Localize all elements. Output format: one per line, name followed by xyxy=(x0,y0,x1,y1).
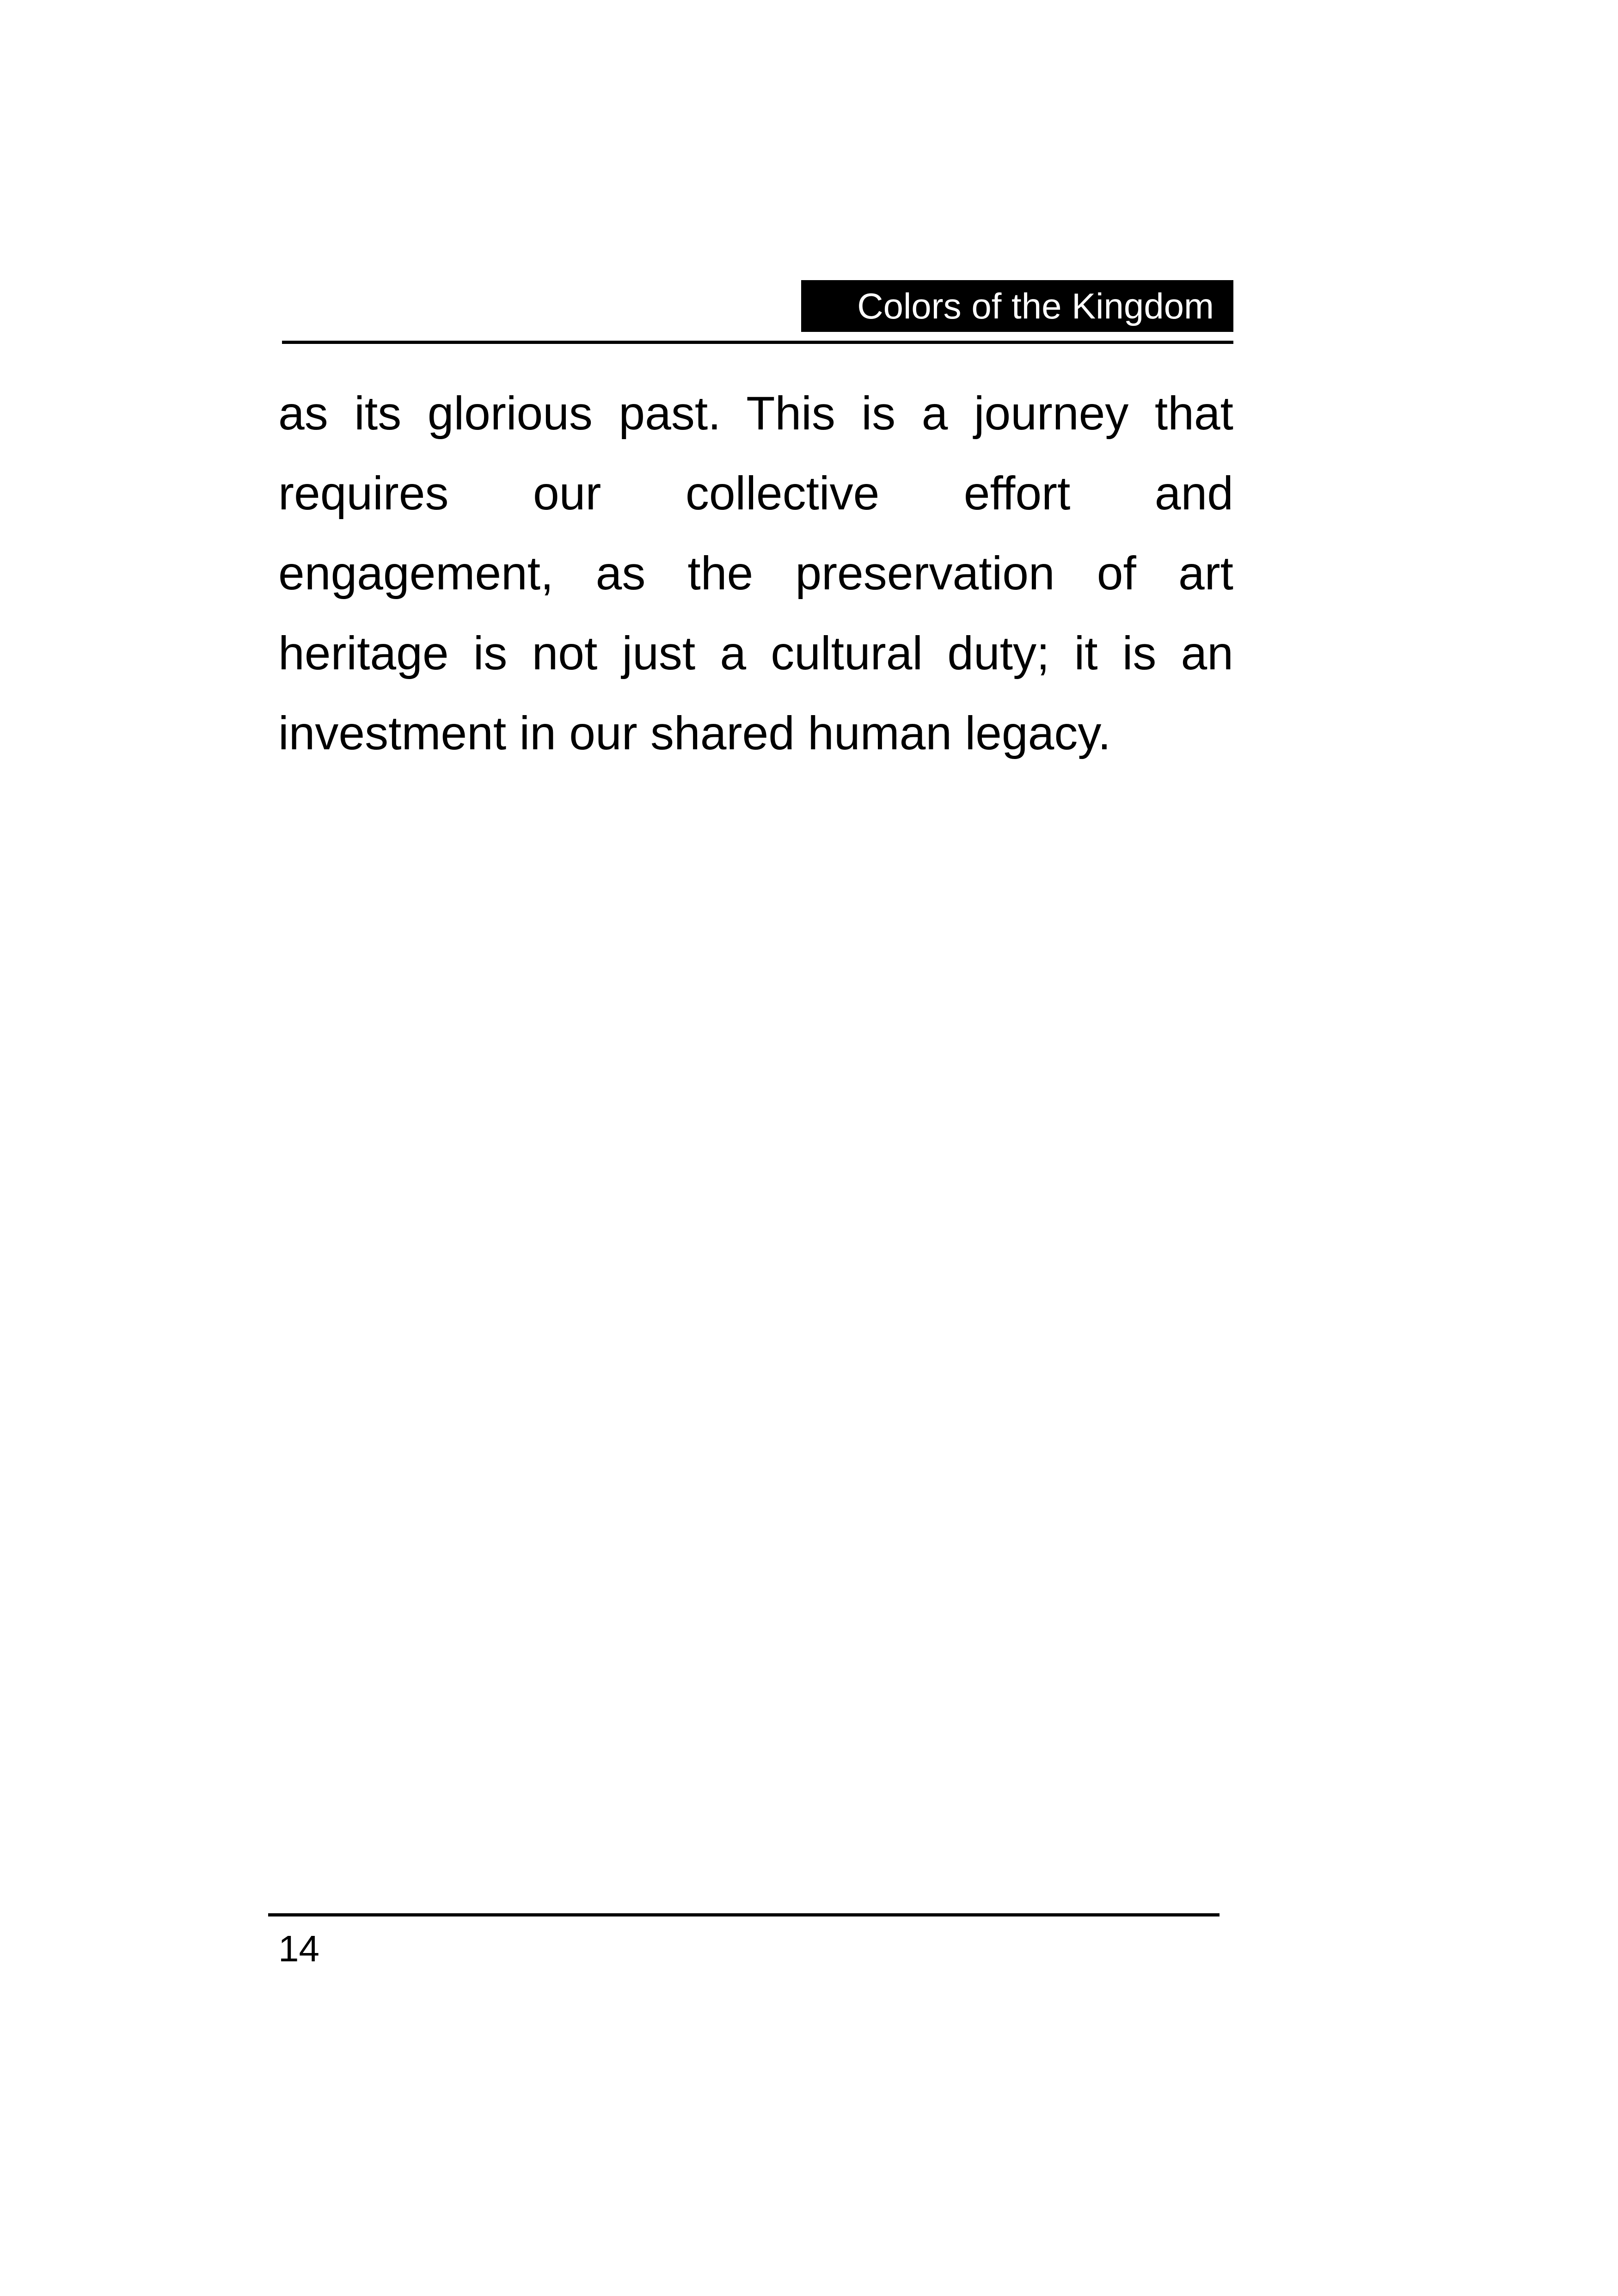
header-divider xyxy=(282,341,1233,344)
page-number: 14 xyxy=(278,1928,319,1969)
running-header-title: Colors of the Kingdom xyxy=(801,280,1233,332)
footer-divider xyxy=(268,1913,1220,1916)
body-paragraph: as its glorious past. This is a journey that requires our collective effort and engagement, as the preservation of art heritage is not just a cultural duty; it is an investment in our shared human legacy. xyxy=(278,387,1233,759)
